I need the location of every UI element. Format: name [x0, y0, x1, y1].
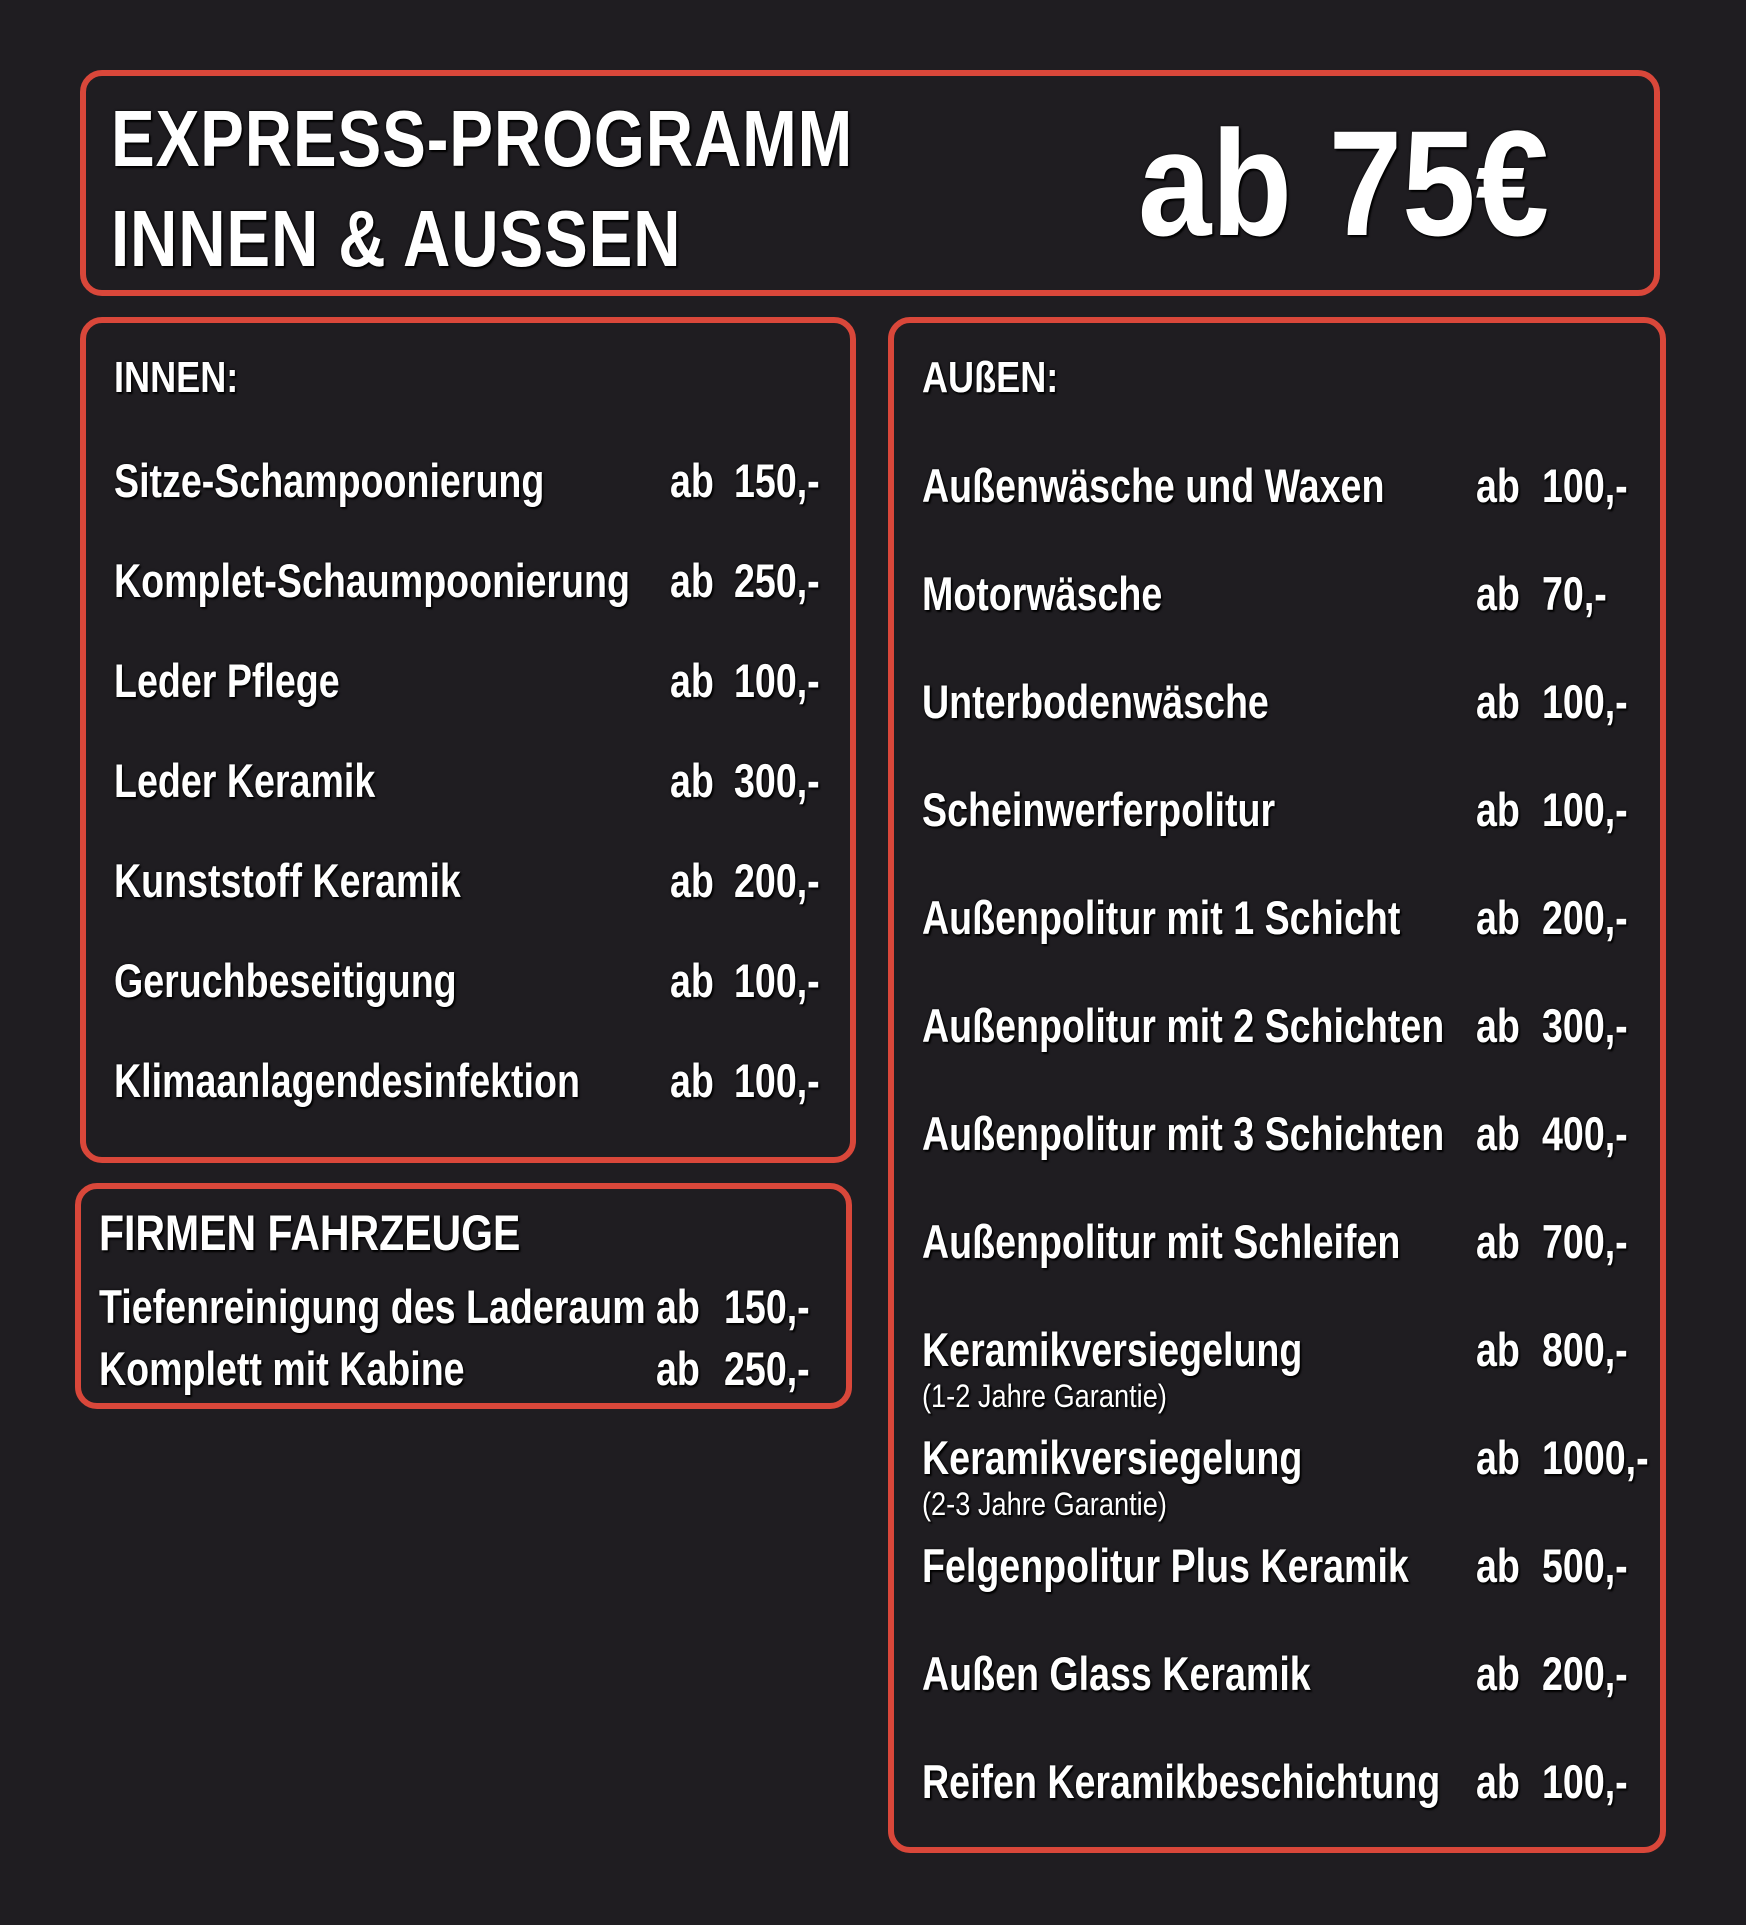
item-ab: ab: [670, 954, 714, 1007]
item-ab: ab: [1476, 567, 1520, 620]
item-name: Unterbodenwäsche: [922, 675, 1269, 728]
list-item: [114, 753, 850, 813]
item-price: 150,-: [734, 454, 820, 507]
item-note: (1-2 Jahre Garantie): [922, 1378, 1167, 1414]
item-name: Motorwäsche: [922, 567, 1163, 620]
header-panel: [80, 70, 1660, 296]
list-item: [922, 1322, 1660, 1414]
item-name: Komplett mit Kabine: [99, 1342, 465, 1395]
item-price: 100,-: [1542, 783, 1628, 836]
item-price: 100,-: [1542, 459, 1628, 512]
item-price: 70,-: [1542, 567, 1607, 620]
item-price: 300,-: [734, 754, 820, 807]
item-price: 500,-: [1542, 1539, 1628, 1592]
firmen-panel: [75, 1183, 852, 1409]
item-name: Scheinwerferpolitur: [922, 783, 1276, 836]
item-name: Keramikversiegelung: [922, 1431, 1303, 1484]
list-item: [922, 998, 1660, 1058]
item-price: 100,-: [734, 1054, 820, 1107]
item-ab: ab: [1476, 1647, 1520, 1700]
item-ab: ab: [670, 654, 714, 707]
list-item: [922, 566, 1660, 626]
item-ab: ab: [1476, 891, 1520, 944]
list-item: [922, 890, 1660, 950]
list-item: [99, 1341, 846, 1401]
list-item: [922, 1214, 1660, 1274]
item-name: Reifen Keramikbeschichtung: [922, 1755, 1441, 1808]
item-ab: ab: [1476, 1323, 1520, 1376]
list-item: [922, 1646, 1660, 1706]
innen-panel: [80, 317, 856, 1163]
item-price: 200,-: [1542, 891, 1628, 944]
list-item: [922, 1754, 1660, 1814]
item-ab: ab: [656, 1342, 700, 1395]
item-ab: ab: [670, 454, 714, 507]
list-item: [922, 1430, 1660, 1522]
item-ab: ab: [670, 854, 714, 907]
header-title-line2: INNEN & AUSSEN: [111, 194, 682, 283]
item-name: Komplet-Schaumpoonierung: [114, 554, 630, 607]
list-item: [114, 453, 850, 513]
item-ab: ab: [670, 1054, 714, 1107]
list-item: [114, 653, 850, 713]
item-price: 400,-: [1542, 1107, 1628, 1160]
item-ab: ab: [670, 554, 714, 607]
list-item: [114, 953, 850, 1013]
item-price: 250,-: [724, 1342, 810, 1395]
item-name: Sitze-Schampoonierung: [114, 454, 545, 507]
list-item: [922, 1106, 1660, 1166]
item-ab: ab: [1476, 1107, 1520, 1160]
item-price: 800,-: [1542, 1323, 1628, 1376]
aussen-title: AUßEN:: [922, 353, 1059, 402]
item-note: (2-3 Jahre Garantie): [922, 1486, 1167, 1522]
item-name: Geruchbeseitigung: [114, 954, 457, 1007]
item-name: Außenpolitur mit 1 Schicht: [922, 891, 1401, 944]
item-price: 250,-: [734, 554, 820, 607]
list-item: [114, 553, 850, 613]
item-ab: ab: [1476, 675, 1520, 728]
aussen-panel: [888, 317, 1666, 1853]
list-item: [99, 1279, 846, 1339]
item-price: 700,-: [1542, 1215, 1628, 1268]
list-item: [922, 458, 1660, 518]
item-name: Felgenpolitur Plus Keramik: [922, 1539, 1409, 1592]
item-price: 100,-: [734, 654, 820, 707]
item-price: 300,-: [1542, 999, 1628, 1052]
item-price: 150,-: [724, 1280, 810, 1333]
item-ab: ab: [1476, 999, 1520, 1052]
list-item: [114, 1053, 850, 1113]
item-ab: ab: [1476, 1431, 1520, 1484]
item-name: Leder Pflege: [114, 654, 340, 707]
item-price: 200,-: [1542, 1647, 1628, 1700]
item-ab: ab: [656, 1280, 700, 1333]
item-price: 100,-: [1542, 675, 1628, 728]
item-name: Keramikversiegelung: [922, 1323, 1303, 1376]
header-price: ab 75€: [1138, 99, 1549, 267]
list-item: [922, 782, 1660, 842]
list-item: [114, 853, 850, 913]
item-name: Außenwäsche und Waxen: [922, 459, 1385, 512]
item-ab: ab: [1476, 1755, 1520, 1808]
item-name: Außen Glass Keramik: [922, 1647, 1311, 1700]
item-name: Tiefenreinigung des Laderaum: [99, 1280, 646, 1333]
header-title-line1: EXPRESS-PROGRAMM: [111, 94, 854, 183]
item-name: Außenpolitur mit 2 Schichten: [922, 999, 1445, 1052]
innen-title: INNEN:: [114, 353, 239, 402]
item-price: 100,-: [734, 954, 820, 1007]
item-ab: ab: [670, 754, 714, 807]
item-ab: ab: [1476, 1539, 1520, 1592]
item-price: 100,-: [1542, 1755, 1628, 1808]
firmen-title: FIRMEN FAHRZEUGE: [99, 1205, 521, 1261]
item-name: Leder Keramik: [114, 754, 376, 807]
list-item: [922, 1538, 1660, 1598]
item-price: 1000,-: [1542, 1431, 1649, 1484]
item-ab: ab: [1476, 1215, 1520, 1268]
item-ab: ab: [1476, 783, 1520, 836]
item-name: Klimaanlagendesinfektion: [114, 1054, 580, 1107]
list-item: [922, 674, 1660, 734]
item-name: Kunststoff Keramik: [114, 854, 461, 907]
item-name: Außenpolitur mit Schleifen: [922, 1215, 1401, 1268]
item-name: Außenpolitur mit 3 Schichten: [922, 1107, 1445, 1160]
item-price: 200,-: [734, 854, 820, 907]
item-ab: ab: [1476, 459, 1520, 512]
